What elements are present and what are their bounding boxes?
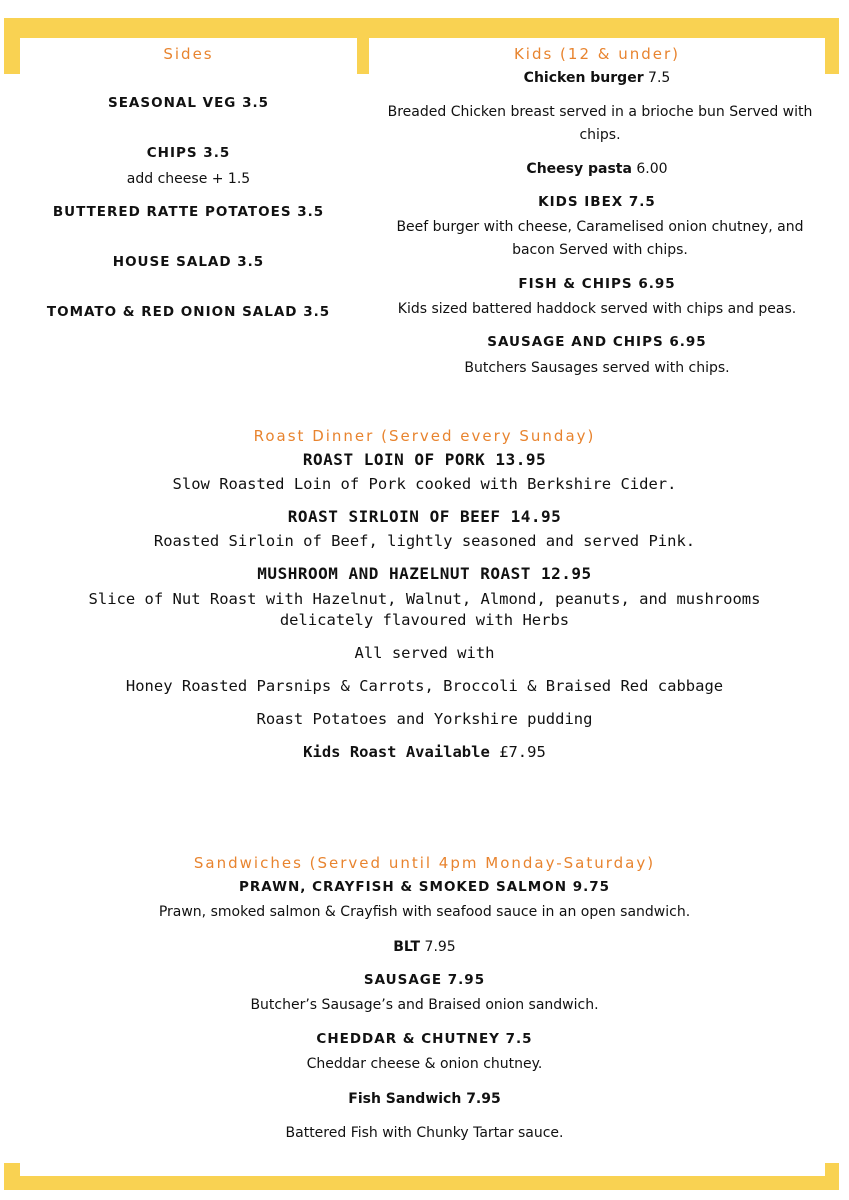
roast-item-nut-roast: MUSHROOM AND HAZELNUT ROAST 12.95 (257, 564, 592, 583)
sandwich-item-prawn-desc: Prawn, smoked salmon & Crayfish with seafood sauce in an open sandwich. (158, 904, 691, 920)
sandwich-item-sausage-desc: Butcher’s Sausage’s and Braised onion sandwich. (250, 997, 599, 1013)
kids-item-chicken-burger (369, 67, 825, 90)
sides-title: Sides (163, 45, 214, 63)
kids-item-cheesy-pasta-name: Cheesy pasta (526, 161, 632, 177)
roast-served-with: All served with (354, 644, 495, 662)
frame-left-post (4, 18, 20, 74)
sandwich-item-prawn: PRAWN, CRAYFISH & SMOKED SALMON 9.75 (238, 879, 611, 895)
sides-item-ratte-potatoes: BUTTERED RATTE POTATOES 3.5 (52, 204, 325, 220)
kids-item-chicken-burger-desc: Breaded Chicken breast served in a brioche bun Served with chips. (387, 104, 813, 143)
sandwich-item-blt (0, 936, 849, 959)
roast-title: Roast Dinner (Served every Sunday) (253, 427, 596, 445)
kids-section (369, 44, 825, 64)
sides-item-seasonal-veg: SEASONAL VEG 3.5 (107, 95, 269, 111)
kids-item-sausage-chips: SAUSAGE AND CHIPS 6.95 (487, 334, 707, 350)
sandwich-item-fish-desc: Battered Fish with Chunky Tartar sauce. (285, 1125, 564, 1141)
sandwich-item-blt-name: BLT (393, 939, 421, 955)
roast-item-pork-desc: Slow Roasted Loin of Pork cooked with Berkshire Cider. (172, 475, 677, 493)
sandwiches-title: Sandwiches (Served until 4pm Monday-Saturday) (193, 854, 656, 872)
roast-item-nut-roast-desc-line1: Slice of Nut Roast with Hazelnut, Walnut, Almond, peanuts, and mushrooms (88, 590, 761, 608)
frame-bottom-left-post (4, 1163, 20, 1190)
kids-item-kids-ibex: KIDS IBEX 7.5 (538, 194, 656, 210)
kids-item-fish-chips-desc: Kids sized battered haddock served with chips and peas. (397, 301, 797, 317)
roast-kids (0, 741, 849, 763)
kids-title: Kids (12 & under) (513, 45, 681, 63)
sides-item-tomato-salad: TOMATO & RED ONION SALAD 3.5 (46, 304, 331, 320)
sandwich-item-fish (0, 1088, 849, 1111)
sandwich-item-fish-name: Fish Sandwich 7.95 (348, 1091, 501, 1107)
roast-item-beef: ROAST SIRLOIN OF BEEF 14.95 (287, 507, 562, 526)
roast-kids-price: £7.95 (489, 743, 546, 761)
roast-potatoes: Roast Potatoes and Yorkshire pudding (256, 710, 593, 728)
sandwich-item-cheddar-desc: Cheddar cheese & onion chutney. (306, 1056, 543, 1072)
kids-item-fish-chips: FISH & CHIPS 6.95 (518, 276, 676, 292)
roast-kids-label: Kids Roast Available (303, 743, 490, 761)
frame-right-post (825, 18, 839, 74)
roast-item-nut-roast-desc-line2: delicately flavoured with Herbs (279, 611, 570, 629)
frame-bottom-right-post (825, 1163, 839, 1190)
sandwich-item-blt-price: 7.95 (420, 939, 456, 955)
roast-item-pork: ROAST LOIN OF PORK 13.95 (302, 450, 547, 469)
sides-item-chips: CHIPS 3.5 (146, 145, 231, 161)
sides-section (20, 44, 357, 64)
frame-top-right-bar (369, 18, 839, 38)
sides-item-house-salad: HOUSE SALAD 3.5 (112, 254, 265, 270)
kids-item-sausage-chips-desc: Butchers Sausages served with chips. (464, 360, 730, 376)
kids-item-chicken-burger-name: Chicken burger (523, 70, 644, 86)
frame-bottom-bar (4, 1176, 839, 1190)
sandwich-item-sausage: SAUSAGE 7.95 (363, 972, 486, 988)
kids-item-chicken-burger-price: 7.5 (643, 70, 671, 86)
sides-item-chips-note: add cheese + 1.5 (126, 171, 251, 187)
kids-item-cheesy-pasta-price: 6.00 (631, 161, 668, 177)
kids-item-cheesy-pasta (369, 158, 825, 181)
frame-top-left-bar (4, 18, 357, 38)
roast-veg: Honey Roasted Parsnips & Carrots, Broccoli & Braised Red cabbage (125, 677, 724, 695)
roast-item-beef-desc: Roasted Sirloin of Beef, lightly seasoned and served Pink. (153, 532, 696, 550)
frame-top-mid-post (357, 18, 369, 74)
sandwich-item-cheddar: CHEDDAR & CHUTNEY 7.5 (316, 1031, 533, 1047)
kids-item-kids-ibex-desc: Beef burger with cheese, Caramelised onion chutney, and bacon Served with chips. (396, 219, 804, 258)
